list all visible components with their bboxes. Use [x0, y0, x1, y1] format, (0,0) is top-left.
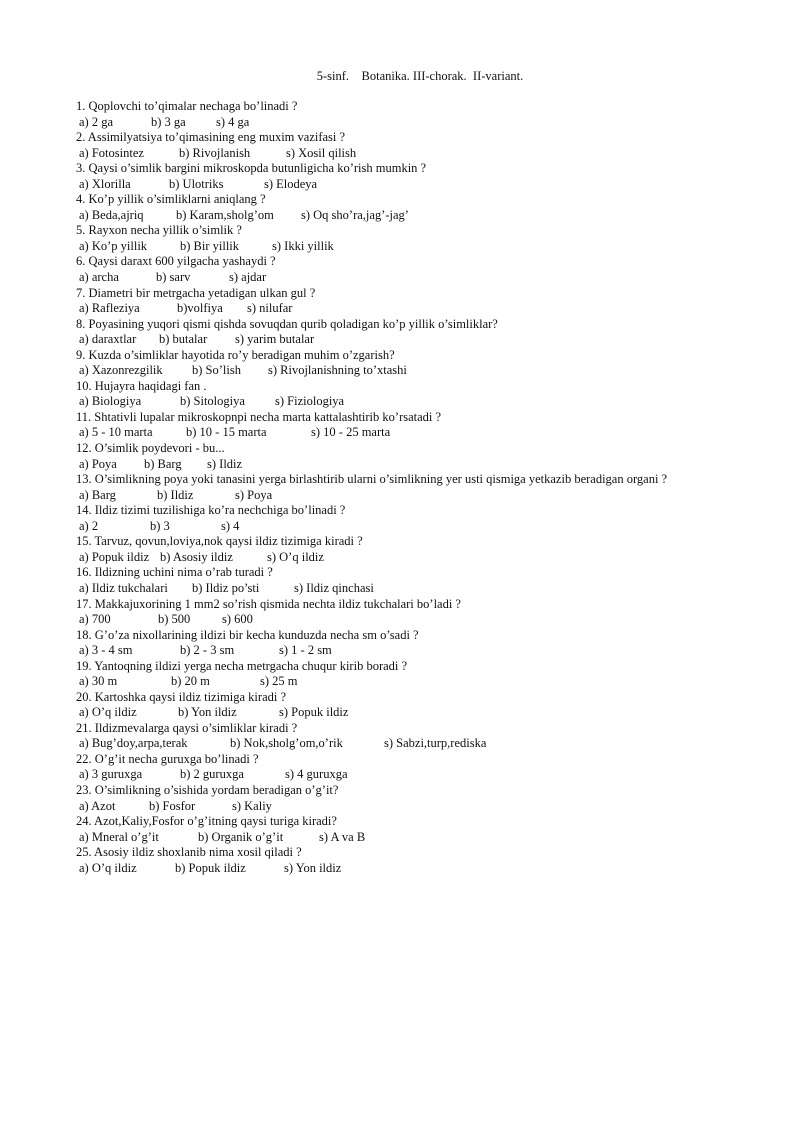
question-item: [76, 783, 776, 814]
question-text: 25. Asosiy ildiz shoxlanib nima xosil qiladi ?: [76, 845, 302, 860]
answer-options: [76, 643, 776, 659]
answer-options: [76, 488, 776, 504]
answer-option: s) Kaliy: [232, 798, 272, 813]
answer-option: b) 500: [158, 612, 191, 626]
answer-option: b) Barg: [144, 456, 182, 471]
answer-option: a) Xazonrezgilik: [79, 363, 163, 378]
question-item: [76, 503, 776, 534]
answer-options: [76, 830, 776, 846]
answer-options: [76, 519, 776, 535]
answer-option: a) Poya: [79, 456, 117, 471]
answer-option: a) Rafleziya: [79, 301, 140, 316]
answer-options: [76, 425, 776, 441]
answer-option: b) Ulotriks: [169, 176, 224, 191]
answer-options: [76, 799, 776, 815]
answer-option: a) Mneral o’g’it: [79, 829, 159, 844]
answer-options: [76, 363, 776, 379]
answer-option: s) Poya: [235, 487, 273, 502]
answer-option: a) Popuk ildiz: [79, 549, 150, 564]
answer-option: s) Ikki yillik: [272, 238, 334, 253]
answer-option: b) Fosfor: [149, 798, 196, 813]
answer-options: [76, 457, 776, 473]
answer-option: b) Ildiz: [157, 487, 194, 502]
answer-option: a) 2 ga: [79, 114, 114, 129]
question-text: 7. Diametri bir metrgacha yetadigan ulkan gul ?: [76, 285, 316, 300]
question-item: [76, 286, 776, 317]
answer-option: b) Nok,sholg’om,o’rik: [230, 736, 343, 751]
question-item: [76, 752, 776, 783]
question-item: [76, 814, 776, 845]
answer-option: s) Popuk ildiz: [279, 705, 349, 720]
question-text: 24. Azot,Kaliy,Fosfor o’g’itning qaysi turiga kiradi?: [76, 814, 337, 829]
answer-option: s) 4 guruxga: [285, 767, 348, 782]
question-text: 11. Shtativli lupalar mikroskopnpi necha marta kattalashtirib ko’rsatadi ?: [76, 409, 442, 424]
answer-option: b) Yon ildiz: [178, 705, 237, 720]
question-text: 23. O’simlikning o’sishida yordam beradigan o’g’it?: [76, 783, 339, 798]
answer-options: [76, 612, 776, 628]
answer-option: b) Sitologiya: [180, 394, 245, 409]
question-text: 14. Ildiz tizimi tuzilishiga ko’ra nechchiga bo’linadi ?: [76, 503, 346, 518]
answer-option: b) 2 guruxga: [180, 767, 244, 782]
question-text: 15. Tarvuz, qovun,loviya,nok qaysi ildiz tizimiga kiradi ?: [76, 534, 363, 549]
answer-options: [76, 332, 776, 348]
question-text: 19. Yantoqning ildizi yerga necha metrgacha chuqur kirib boradi ?: [76, 658, 408, 673]
question-text: 2. Assimilyatsiya to’qimasining eng muxim vazifasi ?: [76, 130, 346, 145]
answer-option: s) Oq sho’ra,jag’-jag’: [301, 207, 409, 222]
answer-option: b)volfiya: [177, 301, 223, 316]
question-text: 1. Qoplovchi to’qimalar nechaga bo’linadi ?: [76, 99, 298, 113]
answer-option: a) Beda,ajriq: [79, 207, 144, 222]
answer-option: s) 600: [222, 612, 253, 626]
answer-option: b) 10 - 15 marta: [186, 425, 267, 440]
question-item: [76, 192, 776, 223]
question-item: [76, 845, 776, 876]
answer-option: a) Ildiz tukchalari: [79, 580, 168, 595]
question-list: [76, 99, 776, 876]
answer-options: [76, 674, 776, 690]
answer-option: a) daraxtlar: [79, 332, 137, 347]
question-text: 5. Rayxon necha yillik o’simlik ?: [76, 223, 242, 238]
answer-options: [76, 208, 776, 224]
question-text: 6. Qaysi daraxt 600 yilgacha yashaydi ?: [76, 254, 276, 269]
question-text: 3. Qaysi o’simlik bargini mikroskopda butunligicha ko’rish mumkin ?: [76, 161, 427, 176]
answer-options: [76, 301, 776, 317]
page-title: 5-sinf. Botanika. III-chorak. II-variant.: [316, 69, 524, 83]
answer-option: b) Organik o’g’it: [198, 829, 284, 844]
question-text: 22. O’g’it necha guruxga bo’linadi ?: [76, 751, 259, 766]
question-item: [76, 130, 776, 161]
answer-option: b) So’lish: [192, 363, 241, 378]
question-text: 4. Ko’p yillik o’simliklarni aniqlang ?: [76, 192, 266, 207]
answer-option: a) Bug’doy,arpa,terak: [79, 736, 188, 751]
answer-option: b) Bir yillik: [180, 238, 240, 253]
question-text: 16. Ildizning uchini nima o’rab turadi ?: [76, 565, 273, 580]
question-item: [76, 565, 776, 596]
answer-option: s) Rivojlanishning to’xtashi: [268, 363, 407, 378]
answer-option: a) 700: [79, 612, 111, 626]
question-text: 9. Kuzda o’simliklar hayotida ro’y beradigan muhim o’zgarish?: [76, 347, 395, 362]
answer-option: s) nilufar: [247, 301, 293, 316]
question-text: 12. O’simlik poydevori - bu...: [76, 441, 225, 456]
answer-option: a) 5 - 10 marta: [79, 425, 153, 440]
answer-option: s) yarim butalar: [235, 332, 315, 347]
answer-options: [76, 861, 776, 877]
answer-option: a) Azot: [79, 798, 116, 813]
answer-option: s) Yon ildiz: [284, 860, 342, 875]
answer-options: [76, 705, 776, 721]
answer-options: [76, 177, 776, 193]
question-item: [76, 472, 776, 503]
answer-option: s) Elodeya: [264, 176, 318, 191]
question-item: [76, 410, 776, 441]
question-text: 17. Makkajuxorining 1 mm2 so’rish qismida nechta ildiz tukchalari bo’ladi ?: [76, 596, 461, 611]
answer-options: [76, 550, 776, 566]
answer-options: [76, 767, 776, 783]
question-item: [76, 348, 776, 379]
answer-option: s) 1 - 2 sm: [279, 643, 332, 658]
answer-option: b) Karam,sholg’om: [176, 207, 274, 222]
answer-option: a) Ko’p yillik: [79, 238, 148, 253]
answer-option: b) Rivojlanish: [179, 145, 251, 160]
answer-options: [76, 736, 776, 752]
question-item: [76, 690, 776, 721]
answer-option: s) 4 ga: [216, 114, 250, 129]
answer-option: a) Biologiya: [79, 394, 142, 409]
answer-options: [76, 394, 776, 410]
question-item: [76, 597, 776, 628]
question-item: [76, 441, 776, 472]
answer-option: s) O’q ildiz: [267, 549, 324, 564]
question-item: [76, 161, 776, 192]
question-item: [76, 534, 776, 565]
answer-option: a) archa: [79, 269, 119, 284]
question-item: [76, 628, 776, 659]
question-item: [76, 317, 776, 348]
question-text: 18. G’o’za nixollarining ildizi bir kecha kunduzda necha sm o’sadi ?: [76, 627, 419, 642]
answer-option: b) 2 - 3 sm: [180, 643, 235, 658]
question-item: [76, 721, 776, 752]
question-item: [76, 659, 776, 690]
answer-option: b) 20 m: [171, 674, 210, 689]
answer-option: s) ajdar: [229, 269, 267, 284]
answer-option: s) Fiziologiya: [275, 394, 345, 409]
answer-option: s) Xosil qilish: [286, 145, 357, 160]
answer-option: s) Ildiz: [207, 456, 243, 471]
question-text: 21. Ildizmevalarga qaysi o’simliklar kiradi ?: [76, 720, 298, 735]
answer-option: a) 3 - 4 sm: [79, 643, 133, 658]
question-item: [76, 223, 776, 254]
answer-option: a) O’q ildiz: [79, 860, 137, 875]
answer-option: a) 3 guruxga: [79, 767, 143, 782]
answer-option: s) Sabzi,turp,rediska: [384, 736, 487, 751]
answer-option: b) Asosiy ildiz: [160, 549, 233, 564]
answer-option: b) 3: [150, 518, 170, 533]
answer-option: s) 4: [221, 518, 240, 533]
answer-option: s) 10 - 25 marta: [311, 425, 391, 440]
answer-options: [76, 270, 776, 286]
answer-option: b) butalar: [159, 332, 208, 347]
answer-option: b) sarv: [156, 269, 191, 284]
answer-option: a) 30 m: [79, 674, 118, 689]
question-item: [76, 379, 776, 410]
answer-option: a) O’q ildiz: [79, 705, 137, 720]
answer-option: b) 3 ga: [151, 114, 186, 129]
question-item: [76, 99, 776, 130]
answer-option: a) Fotosintez: [79, 145, 144, 160]
answer-options: [76, 581, 776, 597]
question-text: 10. Hujayra haqidagi fan .: [76, 378, 207, 393]
answer-options: [76, 146, 776, 162]
answer-options: [76, 239, 776, 255]
question-text: 20. Kartoshka qaysi ildiz tizimiga kiradi ?: [76, 689, 287, 704]
answer-option: b) Ildiz po’sti: [192, 580, 260, 595]
question-text: 8. Poyasining yuqori qismi qishda sovuqdan qurib qoladigan ko’p yillik o’simliklar?: [76, 316, 498, 331]
answer-option: s) A va B: [319, 829, 366, 844]
question-item: [76, 254, 776, 285]
answer-option: s) Ildiz qinchasi: [294, 580, 374, 595]
answer-option: s) 25 m: [260, 674, 298, 689]
question-text: 13. O’simlikning poya yoki tanasini yerga birlashtirib ularni o’simlikning yer usti qismiga yetkazib beradigan organi ?: [76, 472, 668, 487]
answer-option: b) Popuk ildiz: [175, 860, 246, 875]
answer-option: a) Xlorilla: [79, 176, 131, 191]
answer-option: a) 2: [79, 518, 99, 533]
answer-option: a) Barg: [79, 487, 116, 502]
answer-options: [76, 115, 776, 131]
